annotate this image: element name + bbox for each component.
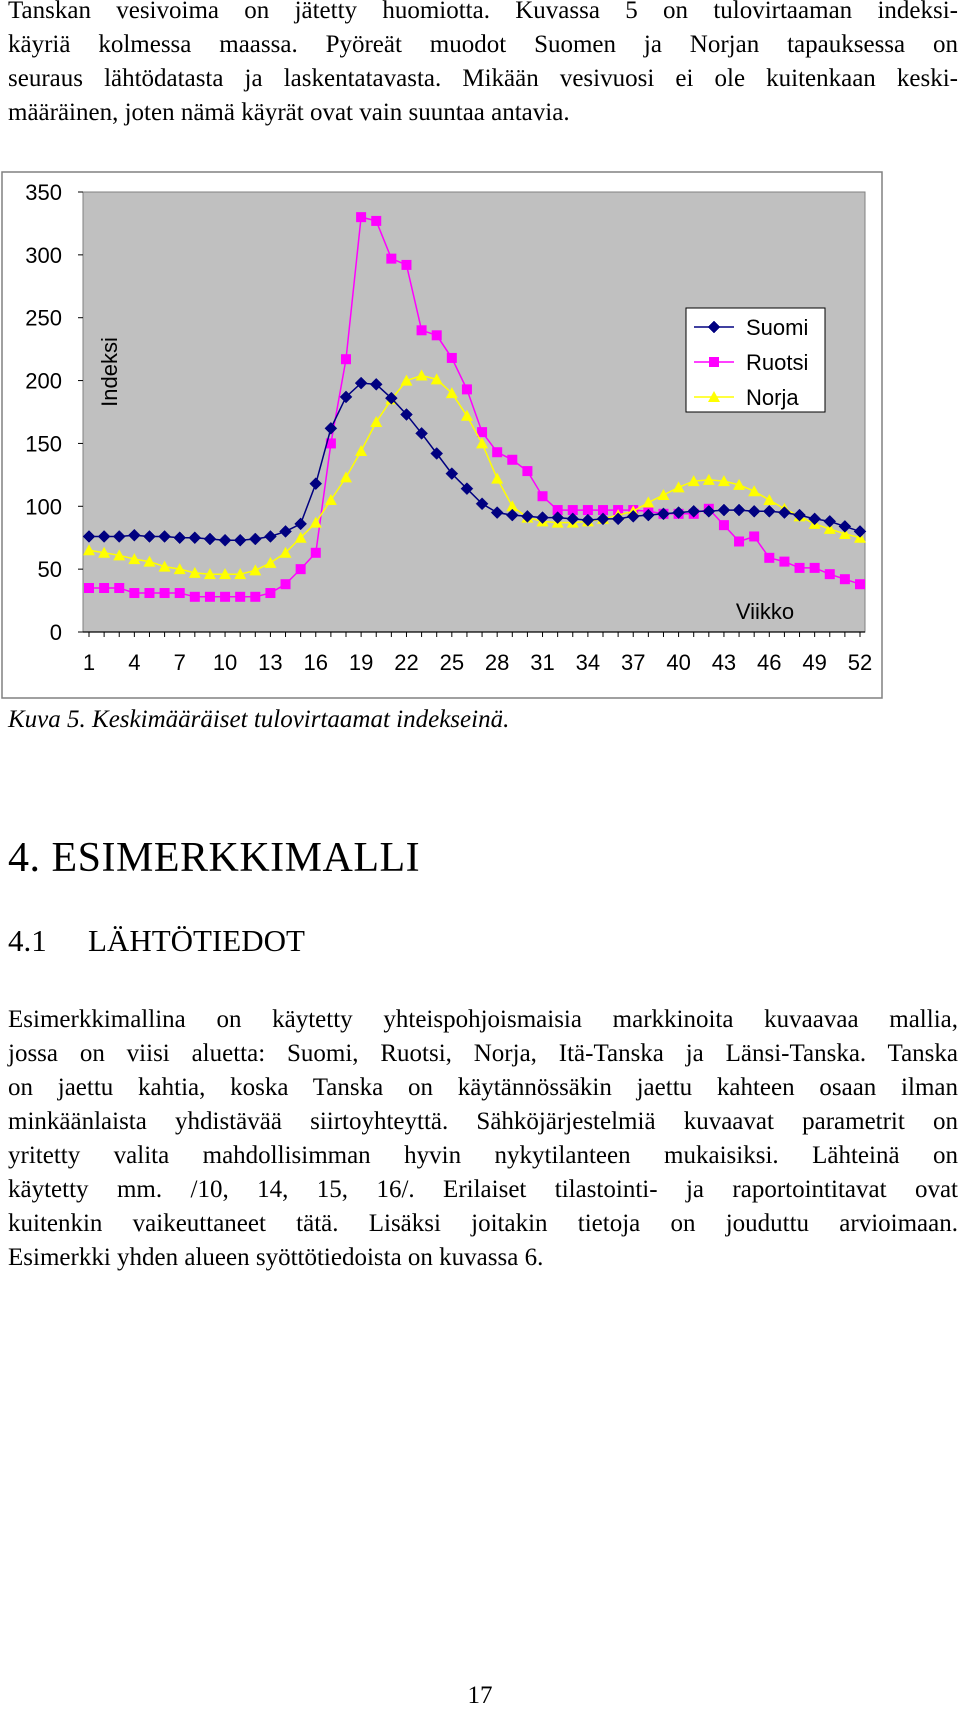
data-point-ruotsi (764, 553, 774, 563)
body-line: kuitenkin vaikeuttaneet tätä. Lisäksi joitakin tietoja on jouduttu arvioimaan. (8, 1210, 958, 1237)
inflow-index-chart (0, 170, 960, 700)
body-line: on jaettu kahtia, koska Tanska on käytännössäkin jaettu kahteen osaan ilman (8, 1074, 958, 1101)
x-tick-label: 4 (128, 650, 141, 675)
data-point-ruotsi (825, 569, 835, 579)
section-heading: 4. ESIMERKKIMALLI (8, 835, 421, 881)
body-line: käytetty mm. /10, 14, 15, 16/. Erilaiset tilastointi- ja raportointitavat ovat (8, 1176, 958, 1203)
data-point-ruotsi (538, 491, 548, 501)
data-point-ruotsi (447, 353, 457, 363)
data-point-ruotsi (779, 557, 789, 567)
x-tick-label: 7 (173, 650, 186, 675)
data-point-ruotsi (840, 574, 850, 584)
x-tick-label: 40 (666, 650, 691, 675)
data-point-ruotsi (114, 583, 124, 593)
data-point-ruotsi (795, 563, 805, 573)
data-point-ruotsi (855, 579, 865, 589)
intro-line: Tanskan vesivoima on jätetty huomiotta. Kuvassa 5 on tulovirtaaman indeksi- (8, 0, 958, 24)
data-point-ruotsi (220, 592, 230, 602)
x-tick-label: 49 (802, 650, 827, 675)
data-point-ruotsi (492, 447, 502, 457)
subsection-title: LÄHTÖTIEDOT (88, 923, 305, 958)
data-point-ruotsi (417, 325, 427, 335)
x-tick-label: 10 (212, 650, 238, 675)
data-point-ruotsi (356, 212, 366, 222)
data-point-ruotsi (507, 455, 517, 465)
x-tick-label: 13 (258, 650, 283, 675)
subsection-number: 4.1 (8, 923, 47, 958)
y-tick-label: 300 (25, 242, 62, 268)
x-tick-label: 52 (847, 650, 873, 675)
data-point-ruotsi (190, 592, 200, 602)
figure-caption: Kuva 5. Keskimääräiset tulovirtaamat indekseinä. (8, 706, 510, 733)
data-point-ruotsi (719, 520, 729, 530)
legend-label-ruotsi: Ruotsi (746, 350, 809, 375)
data-point-ruotsi (583, 505, 593, 515)
body-paragraph (8, 1003, 958, 1275)
x-tick-label: 46 (757, 650, 782, 675)
data-point-ruotsi (205, 592, 215, 602)
x-axis-label: Viikko (735, 599, 795, 624)
intro-line: seuraus lähtödatasta ja laskentatavasta. Mikään vesivuosi ei ole kuitenkaan keski- (8, 65, 958, 92)
data-point-ruotsi (250, 592, 260, 602)
data-point-ruotsi (522, 466, 532, 476)
body-line: jossa on viisi aluetta: Suomi, Ruotsi, Norja, Itä-Tanska ja Länsi-Tanska. Tanska (8, 1040, 958, 1067)
x-tick-label: 19 (348, 650, 374, 675)
x-tick-label: 34 (575, 650, 601, 675)
data-point-ruotsi (432, 330, 442, 340)
y-tick-label: 250 (25, 305, 62, 331)
body-line: Esimerkki yhden alueen syöttötiedoista on kuvassa 6. (8, 1244, 544, 1271)
data-point-ruotsi (175, 588, 185, 598)
intro-paragraph (8, 0, 958, 130)
data-point-ruotsi (734, 536, 744, 546)
y-tick-label: 0 (49, 620, 62, 645)
data-point-ruotsi (401, 260, 411, 270)
data-point-ruotsi (235, 592, 245, 602)
data-point-ruotsi (386, 254, 396, 264)
body-line: yritetty valita mahdollisimman hyvin nykytilanteen mukaisiksi. Lähteinä on (8, 1142, 958, 1169)
x-tick-label: 37 (620, 650, 646, 675)
y-tick-label: 100 (25, 494, 62, 520)
x-tick-label: 28 (484, 650, 510, 675)
data-point-ruotsi (160, 588, 170, 598)
data-point-ruotsi (144, 588, 154, 598)
data-point-ruotsi (462, 384, 472, 394)
y-axis-label: Indeksi (97, 337, 122, 407)
x-tick-label: 1 (82, 650, 96, 675)
data-point-ruotsi (296, 564, 306, 574)
data-point-ruotsi (129, 588, 139, 598)
legend-label-norja: Norja (746, 385, 799, 410)
x-tick-label: 31 (530, 650, 555, 675)
page-number: 17 (467, 1682, 493, 1709)
chart-legend (686, 308, 825, 412)
data-point-ruotsi (371, 216, 381, 226)
data-point-ruotsi (265, 588, 275, 598)
x-tick-label: 25 (439, 650, 465, 675)
legend-marker-ruotsi (709, 357, 719, 367)
data-point-ruotsi (341, 354, 351, 364)
data-point-ruotsi (99, 583, 109, 593)
subsection-heading (8, 923, 305, 959)
body-line: Esimerkkimallina on käytetty yhteispohjoismaisia markkinoita kuvaavaa mallia, (8, 1006, 958, 1033)
legend-label-suomi: Suomi (746, 315, 809, 340)
intro-line: määräinen, joten nämä käyrät ovat vain suuntaa antavia. (8, 99, 570, 126)
data-point-ruotsi (749, 531, 759, 541)
body-line: minkäänlaista yhdistävää siirtoyhteyttä. Sähköjärjestelmiä kuvaavat parametrit on (8, 1108, 958, 1135)
x-tick-label: 16 (303, 650, 329, 675)
x-tick-label: 43 (711, 650, 737, 675)
y-tick-label: 150 (25, 431, 62, 457)
data-point-ruotsi (281, 579, 291, 589)
data-point-ruotsi (84, 583, 94, 593)
y-tick-label: 200 (25, 368, 62, 394)
y-tick-label: 50 (37, 557, 62, 583)
data-point-ruotsi (311, 548, 321, 558)
y-tick-label: 350 (25, 180, 62, 205)
data-point-ruotsi (810, 563, 820, 573)
intro-line: käyriä kolmessa maassa. Pyöreät muodot Suomen ja Norjan tapauksessa on (8, 31, 958, 58)
x-tick-label: 22 (394, 650, 419, 675)
